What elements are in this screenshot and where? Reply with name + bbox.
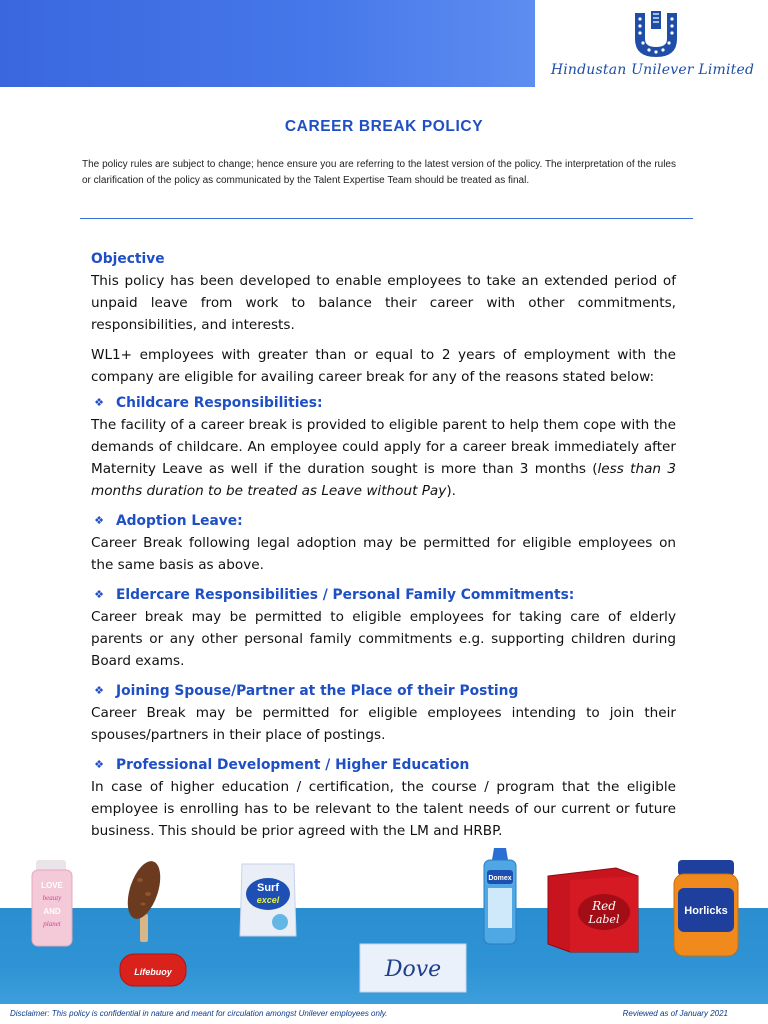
red-label-tea-box-icon: [546, 866, 640, 954]
section-heading-spouse: [91, 680, 676, 702]
objective-heading: Objective: [91, 251, 165, 267]
diamond-bullet-icon: ❖: [94, 684, 104, 697]
section-title: Eldercare Responsibilities / Personal Family Commitments:: [116, 587, 575, 603]
svg-text:Red: Red: [592, 899, 616, 913]
lifebuoy-soap-icon: [118, 948, 188, 990]
intro-note: The policy rules are subject to change; hence ensure you are referring to the latest version of the policy. The interpretation of the rules or clarification of the policy as communicated by the Talent Expertise Team should be treated as final.: [82, 159, 676, 186]
diamond-bullet-icon: ❖: [94, 396, 104, 409]
love-beauty-planet-bottle-icon: [28, 860, 76, 948]
domex-bottle-icon: [478, 848, 522, 946]
document-title: CAREER BREAK POLICY: [284, 118, 484, 135]
divider-line: [80, 218, 693, 219]
section-body-spouse: Career Break may be permitted for eligible employees intending to join their spouses/partners in their place of postings.: [91, 705, 676, 743]
diamond-bullet-icon: ❖: [94, 514, 104, 527]
dove-soap-box-icon: [358, 940, 468, 994]
review-date: Reviewed as of January 2021: [622, 1009, 728, 1018]
section-body-adoption: Career Break following legal adoption may be permitted for eligible employees on the same basis as above.: [91, 535, 676, 573]
policy-content: [91, 248, 676, 850]
diamond-bullet-icon: ❖: [94, 588, 104, 601]
section-heading-childcare: [91, 392, 676, 414]
section-title: Adoption Leave:: [116, 513, 243, 529]
section-body-eldercare: Career break may be permitted to eligible employees for taking care of elderly parents or any other personal family commitments e.g. supporting children during Board exams.: [91, 609, 676, 669]
horlicks-jar-icon: [670, 858, 742, 958]
svg-text:beauty: beauty: [42, 894, 62, 902]
svg-text:excel: excel: [256, 895, 280, 905]
svg-text:Label: Label: [588, 913, 620, 926]
surf-excel-packet-icon: [238, 860, 298, 940]
eligibility-paragraph: WL1+ employees with greater than or equal to 2 years of employment with the company are eligible for availing career break for any of the reasons stated below:: [91, 347, 676, 385]
section-title: Professional Development / Higher Education: [116, 757, 470, 773]
objective-paragraph: This policy has been developed to enable employees to take an extended period of unpaid leave from work to balance their career with other commitments, responsibilities, and interests.: [91, 273, 676, 333]
section-body-professional: In case of higher education / certification, the course / program that the eligible employee is enrolling has to be relevant to the talent needs of our current or future business. This should be prior agreed with the LM and HRBP.: [91, 779, 676, 839]
svg-text:Surf: Surf: [257, 882, 279, 894]
section-title: Childcare Responsibilities:: [116, 395, 323, 411]
disclaimer-text: Disclaimer: This policy is confidential in nature and meant for circulation amongst Unilever employees only.: [10, 1009, 388, 1018]
section-title: Joining Spouse/Partner at the Place of their Posting: [116, 683, 519, 699]
unilever-logo-icon: [629, 9, 683, 61]
svg-text:AND: AND: [43, 907, 61, 916]
section-heading-eldercare: [91, 584, 676, 606]
svg-text:Dove: Dove: [384, 957, 442, 982]
svg-text:Domex: Domex: [488, 875, 512, 882]
svg-text:planet: planet: [43, 920, 61, 928]
diamond-bullet-icon: ❖: [94, 758, 104, 771]
ice-cream-bar-icon: [118, 858, 168, 944]
company-name: Hindustan Unilever Limited: [550, 62, 755, 78]
svg-text:LOVE: LOVE: [41, 881, 63, 890]
section-body-childcare: The facility of a career break is provided to eligible parent to help them cope with the demands of childcare. An employee could apply for a career break immediately after Maternity Leave as well if the duration sought is more than 3 months (less than 3 months duration to be treated as Leave without Pay).: [91, 417, 676, 499]
section-heading-professional: [91, 754, 676, 776]
section-heading-adoption: [91, 510, 676, 532]
svg-text:Lifebuoy: Lifebuoy: [134, 967, 172, 977]
svg-text:Horlicks: Horlicks: [684, 905, 728, 917]
header-color-band: [0, 0, 535, 87]
